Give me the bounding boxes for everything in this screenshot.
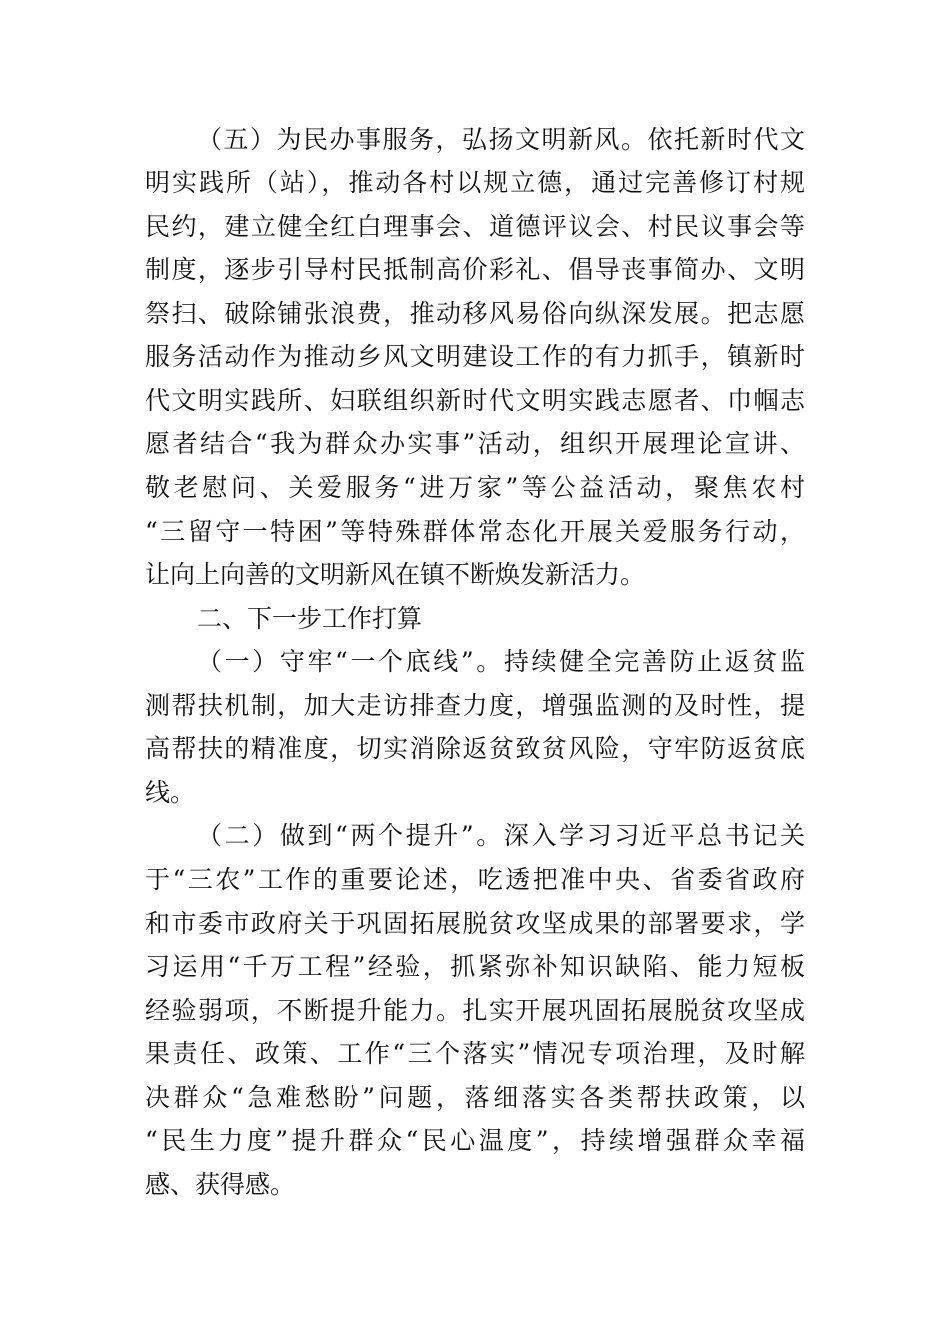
- paragraph-5-line-5: 祭扫、破除铺张浪费，推动移风易俗向纵深发展。把志愿: [145, 299, 805, 328]
- paragraph-1-line-2: 测帮扶机制，加大走访排查力度，增强监测的及时性，提: [145, 691, 805, 720]
- paragraph-5-line-4: 制度，逐步引导村民抵制高价彩礼、倡导丧事简办、文明: [145, 255, 805, 284]
- paragraph-5-line-11: 让向上向善的文明新风在镇不断焕发新活力。: [145, 560, 646, 589]
- paragraph-5-line-8: 愿者结合“我为群众办实事”活动，组织开展理论宣讲、: [145, 429, 805, 458]
- paragraph-1-line-1: （一）守牢“一个底线”。持续健全完善防止返贫监: [197, 647, 805, 676]
- paragraph-2-line-1: （二）做到“两个提升”。深入学习习近平总书记关: [197, 821, 805, 850]
- paragraph-5-line-6: 服务活动作为推动乡风文明建设工作的有力抓手，镇新时: [145, 342, 805, 371]
- paragraph-5-line-3: 民约，建立健全红白理事会、道德评议会、村民议事会等: [145, 212, 805, 241]
- section-heading: 二、下一步工作打算: [197, 604, 423, 633]
- paragraph-2-line-8: “民生力度”提升群众“民心温度”，持续增强群众幸福: [145, 1126, 805, 1155]
- paragraph-1-line-3: 高帮扶的精准度，切实消除返贫致贫风险，守牢防返贫底: [145, 734, 805, 763]
- paragraph-1-line-4: 线。: [145, 778, 196, 807]
- paragraph-5-line-7: 代文明实践所、妇联组织新时代文明实践志愿者、巾帼志: [145, 386, 805, 415]
- paragraph-2-line-6: 果责任、政策、工作“三个落实”情况专项治理，及时解: [145, 1039, 805, 1068]
- paragraph-2-line-2: 于“三农”工作的重要论述，吃透把准中央、省委省政府: [145, 865, 805, 894]
- paragraph-5-line-1: （五）为民办事服务，弘扬文明新风。依托新时代文: [197, 125, 805, 154]
- paragraph-5-line-10: “三留守一特困”等特殊群体常态化开展关爱服务行动，: [145, 517, 805, 546]
- paragraph-2-line-5: 经验弱项，不断提升能力。扎实开展巩固拓展脱贫攻坚成: [145, 996, 805, 1025]
- paragraph-5-line-2: 明实践所（站），推动各村以规立德，通过完善修订村规: [145, 168, 805, 197]
- paragraph-2-line-7: 决群众“急难愁盼”问题，落细落实各类帮扶政策，以: [145, 1083, 805, 1112]
- paragraph-2-line-9: 感、获得感。: [145, 1170, 296, 1199]
- paragraph-2-line-4: 习运用“千万工程”经验，抓紧弥补知识缺陷、能力短板: [145, 952, 805, 981]
- paragraph-2-line-3: 和市委市政府关于巩固拓展脱贫攻坚成果的部署要求，学: [145, 909, 805, 938]
- paragraph-5-line-9: 敬老慰问、关爱服务“进万家”等公益活动，聚焦农村: [145, 473, 805, 502]
